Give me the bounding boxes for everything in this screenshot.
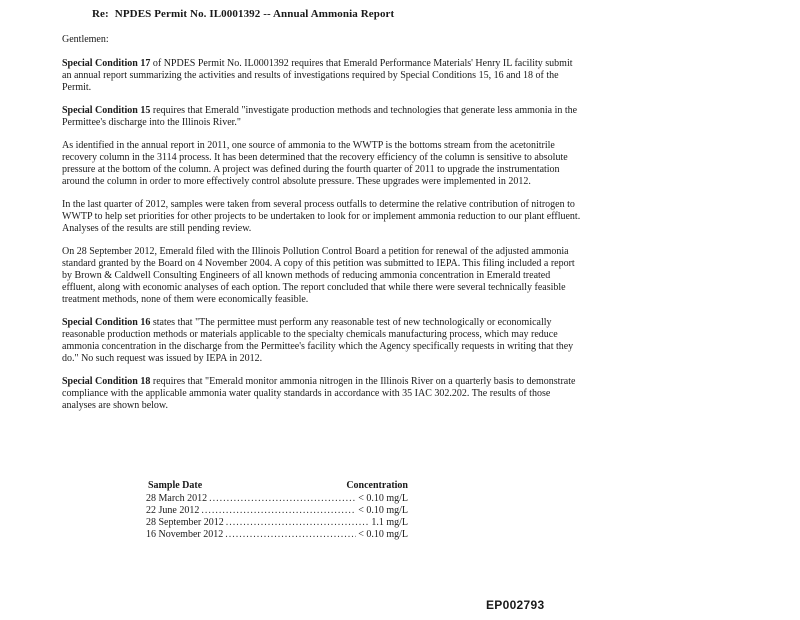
paragraph-text: of NPDES Permit No. IL0001392 requires that Emerald Performance Materials' Henry IL facility submit an annual report summarizing the activities and results of investigations required by Special Conditions 15, 16 and 18 of the Permit.: [62, 58, 573, 93]
paragraph-lead: Special Condition 15: [62, 105, 151, 116]
re-label: Re:: [92, 8, 109, 20]
concentration-value: < 0.10 mg/L: [358, 493, 408, 504]
paragraph-lead: Special Condition 16: [62, 317, 151, 328]
paragraph-last-quarter-2012: [62, 199, 582, 235]
paragraph-lead: Special Condition 17: [62, 58, 151, 69]
dot-leader: [225, 529, 356, 541]
paragraph-annual-report-2011: [62, 140, 582, 188]
sample-date: 22 June 2012: [146, 505, 200, 516]
paragraph-special-condition-15: [62, 105, 582, 129]
paragraph-text: On 28 September 2012, Emerald filed with the Illinois Pollution Control Board a petition for renewal of the adjusted ammonia standard granted by the Board on 4 November 2004. A copy of this petition was submitted to IEPA. This filing included a report by Brown & Caldwell Consulting Engineers of all known methods of reducing ammonia concentration in Emerald treated effluent, along with economic analyses of each option. The report concluded that while there were several technically feasible treatment methods, none of them were economically feasible.: [62, 246, 575, 305]
letter-body: [62, 34, 582, 423]
paragraph-text: As identified in the annual report in 2011, one source of ammonia to the WWTP is the bottoms stream from the acetonitrile recovery column in the 3114 process. It has been determined that the recovery efficiency of the column is sensitive to absolute pressure at the bottom of the column. A project was defined during the fourth quarter of 2011 to upgrade the instrumentation around the column in order to more effectively control absolute pressure. These upgrades were implemented in 2012.: [62, 140, 568, 187]
sample-results-table: [146, 480, 408, 541]
column-header-concentration: Concentration: [346, 480, 408, 491]
table-row: [146, 517, 408, 529]
sample-date: 16 November 2012: [146, 529, 224, 540]
paragraph-text: requires that "Emerald monitor ammonia nitrogen in the Illinois River on a quarterly basis to demonstrate compliance with the applicable ammonia water quality standards in accordance with 35 IAC 302.202. The results of those analyses are shown below.: [62, 376, 576, 411]
subject-text: NPDES Permit No. IL0001392 -- Annual Ammonia Report: [114, 8, 395, 20]
concentration-value: < 0.10 mg/L: [358, 505, 408, 516]
paragraph-special-condition-17: [62, 58, 582, 94]
concentration-value: 1.1 mg/L: [371, 517, 408, 528]
dot-leader: [226, 517, 370, 529]
bates-number: EP002793: [486, 598, 545, 612]
table-row: [146, 529, 408, 541]
subject-line: [92, 8, 394, 20]
paragraph-text: states that "The permittee must perform any reasonable test of new technologically or economically reasonable production methods or materials applicable to the specialty chemicals manufacturing process, which may reduce ammonia concentration in the discharge from the Permittee's facility which the Agency specifically requests in writing that they do." No such request was issued by IEPA in 2012.: [62, 317, 574, 364]
concentration-value: < 0.10 mg/L: [358, 529, 408, 540]
paragraph-special-condition-18: [62, 376, 582, 412]
sample-date: 28 March 2012: [146, 493, 208, 504]
sample-date: 28 September 2012: [146, 517, 224, 528]
paragraph-special-condition-16: [62, 317, 582, 365]
dot-leader: [201, 505, 356, 517]
table-row: [146, 493, 408, 505]
paragraph-lead: Special Condition 18: [62, 376, 151, 387]
column-header-sample-date: Sample Date: [148, 480, 203, 491]
table-row: [146, 505, 408, 517]
paragraph-petition-filing: [62, 246, 582, 306]
paragraph-text: In the last quarter of 2012, samples were taken from several process outfalls to determine the relative contribution of nitrogen to WWTP to help set priorities for other projects to be undertaken to look for or implement ammonia reduction to our plant effluent. Analyses of the results are still pending review.: [62, 199, 581, 234]
paragraph-text: requires that Emerald "investigate production methods and technologies that generate less ammonia in the Permittee's discharge into the Illinois River.": [62, 105, 578, 128]
dot-leader: [209, 493, 356, 505]
table-header: [146, 480, 408, 492]
salutation: Gentlemen:: [62, 34, 109, 45]
